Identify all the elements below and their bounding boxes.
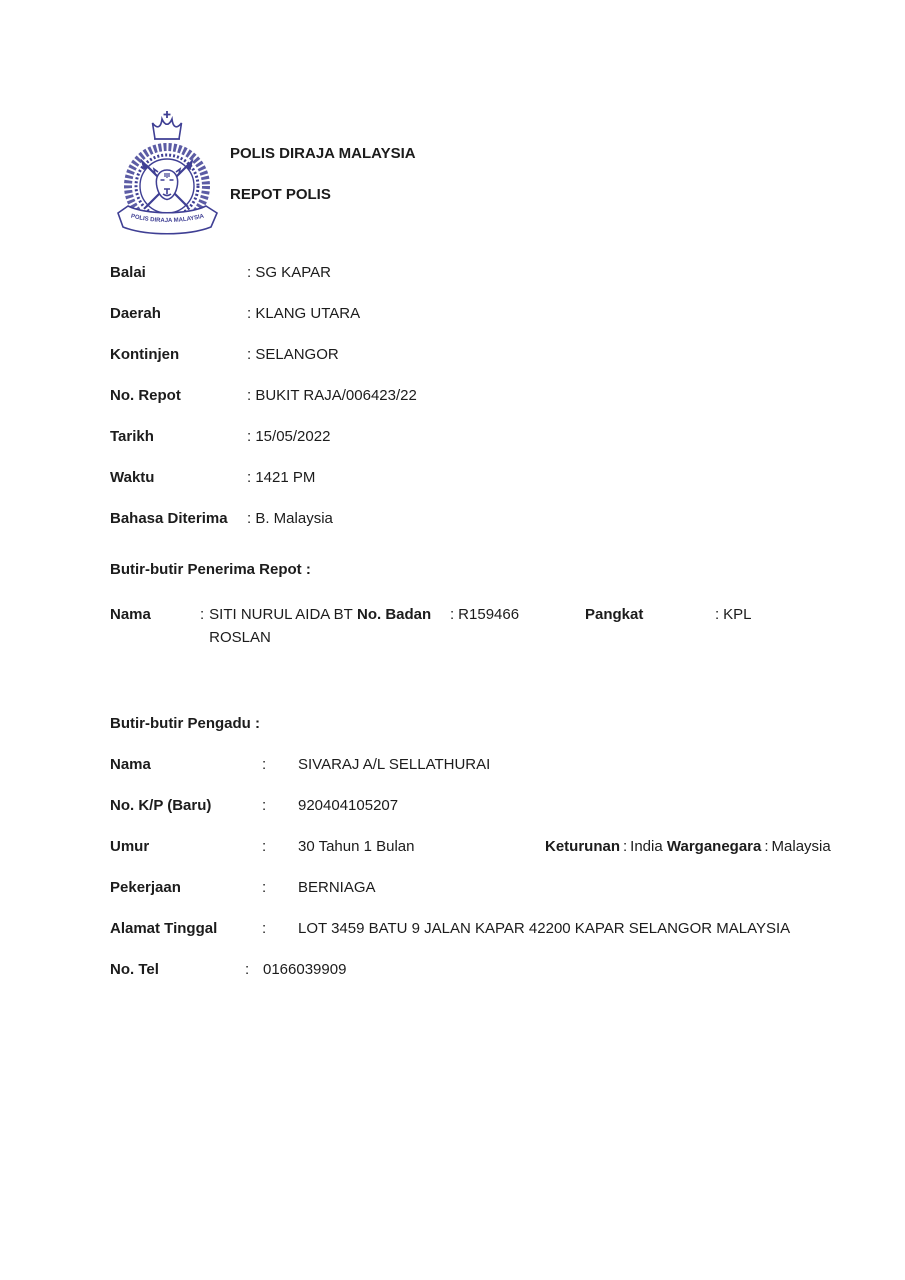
field-value xyxy=(247,388,417,429)
pdrm-crest-logo xyxy=(110,110,225,237)
field-label: Daerah xyxy=(110,305,161,322)
colon: : xyxy=(262,756,267,773)
colon: : xyxy=(715,606,720,623)
section-heading-pengadu: Butir-butir Pengadu : xyxy=(110,715,260,732)
pengadu-details xyxy=(110,756,831,1003)
keturunan-value: India xyxy=(630,838,663,855)
field-value xyxy=(247,429,330,470)
field-row-balai xyxy=(110,265,810,306)
field-row-no-repot xyxy=(110,388,810,429)
field-value xyxy=(247,470,315,511)
report-fields xyxy=(110,265,810,552)
pengadu-row-alamat-tinggal xyxy=(110,921,810,962)
report-header xyxy=(110,110,810,237)
field-value-text: 15/05/2022 xyxy=(255,428,331,445)
warganegara-value: Malaysia xyxy=(771,838,831,855)
warganegara-label: Warganegara xyxy=(666,838,762,855)
keturunan-warganegara-block xyxy=(545,839,831,854)
colon: : xyxy=(247,387,252,404)
field-row-tarikh xyxy=(110,429,810,470)
pengadu-field-value: LOT 3459 BATU 9 JALAN KAPAR 42200 KAPAR SELANGOR MALAYSIA xyxy=(298,920,791,937)
org-title: POLIS DIRAJA MALAYSIA xyxy=(230,145,416,162)
penerima-nama-text: SITI NURUL AIDA BT ROSLAN xyxy=(209,606,353,646)
penerima-pangkat-value xyxy=(715,603,810,649)
penerima-nama-label: Nama xyxy=(110,606,151,623)
pengadu-row-no-tel xyxy=(110,962,810,1003)
pengadu-field-value: BERNIAGA xyxy=(298,879,376,896)
pengadu-field-label: Pekerjaan xyxy=(110,879,181,896)
penerima-nama-value xyxy=(200,603,357,649)
field-value-text: 1421 PM xyxy=(255,469,316,486)
report-content xyxy=(110,110,831,1003)
penerima-pangkat-label: Pangkat xyxy=(585,606,644,623)
colon: : xyxy=(450,606,455,623)
penerima-no-badan-label: No. Badan xyxy=(357,606,432,623)
field-label: Bahasa Diterima xyxy=(110,510,228,527)
pengadu-field-value: 0166039909 xyxy=(263,961,347,978)
crest-banner-text: POLIS DIRAJA MALAYSIA xyxy=(130,213,205,225)
colon: : xyxy=(764,838,769,855)
colon: : xyxy=(247,469,252,486)
pengadu-field-value: 920404105207 xyxy=(298,797,399,814)
field-row-bahasa-diterima xyxy=(110,511,810,552)
colon: : xyxy=(247,346,252,363)
field-value xyxy=(247,347,339,388)
pengadu-field-label: No. K/P (Baru) xyxy=(110,797,212,814)
field-row-daerah xyxy=(110,306,810,347)
penerima-no-badan-text: R159466 xyxy=(458,606,520,623)
field-value-text: KLANG UTARA xyxy=(255,305,361,322)
field-value-text: B. Malaysia xyxy=(255,510,333,527)
field-label: Balai xyxy=(110,264,146,281)
field-label: Waktu xyxy=(110,469,155,486)
colon: : xyxy=(262,838,267,855)
pdrm-crest-icon xyxy=(110,110,225,237)
field-value-text: BUKIT RAJA/006423/22 xyxy=(255,387,417,404)
colon: : xyxy=(262,879,267,896)
field-value-text: SELANGOR xyxy=(255,346,339,363)
colon: : xyxy=(200,606,205,623)
field-label: Tarikh xyxy=(110,428,154,445)
title-block xyxy=(230,110,416,237)
colon: : xyxy=(247,305,252,322)
penerima-details-row xyxy=(110,603,810,649)
pengadu-field-label: Alamat Tinggal xyxy=(110,920,218,937)
colon: : xyxy=(247,510,252,527)
colon: : xyxy=(245,961,250,978)
field-value xyxy=(247,511,333,552)
field-value xyxy=(247,265,331,306)
pengadu-field-label: Umur xyxy=(110,838,150,855)
field-value xyxy=(247,306,360,347)
penerima-no-badan-value xyxy=(450,603,585,649)
colon: : xyxy=(247,428,252,445)
pengadu-row-umur xyxy=(110,838,831,880)
pengadu-row-nama xyxy=(110,757,810,798)
colon: : xyxy=(623,838,628,855)
pengadu-row-pekerjaan xyxy=(110,880,810,921)
field-value-text: SG KAPAR xyxy=(255,264,331,281)
pengadu-field-value: SIVARAJ A/L SELLATHURAI xyxy=(298,756,491,773)
field-label: Kontinjen xyxy=(110,346,180,363)
section-heading-penerima: Butir-butir Penerima Repot : xyxy=(110,561,311,578)
colon: : xyxy=(247,264,252,281)
field-label: No. Repot xyxy=(110,387,181,404)
field-row-waktu xyxy=(110,470,810,511)
pengadu-field-label: No. Tel xyxy=(110,961,159,978)
colon: : xyxy=(262,797,267,814)
document-title: REPOT POLIS xyxy=(230,186,331,203)
field-row-kontinjen xyxy=(110,347,810,388)
pengadu-field-value: 30 Tahun 1 Bulan xyxy=(298,838,415,855)
pengadu-field-label: Nama xyxy=(110,756,151,773)
penerima-pangkat-text: KPL xyxy=(723,606,752,623)
colon: : xyxy=(262,920,267,937)
pengadu-row-no-kp xyxy=(110,798,810,839)
keturunan-label: Keturunan xyxy=(545,838,620,855)
